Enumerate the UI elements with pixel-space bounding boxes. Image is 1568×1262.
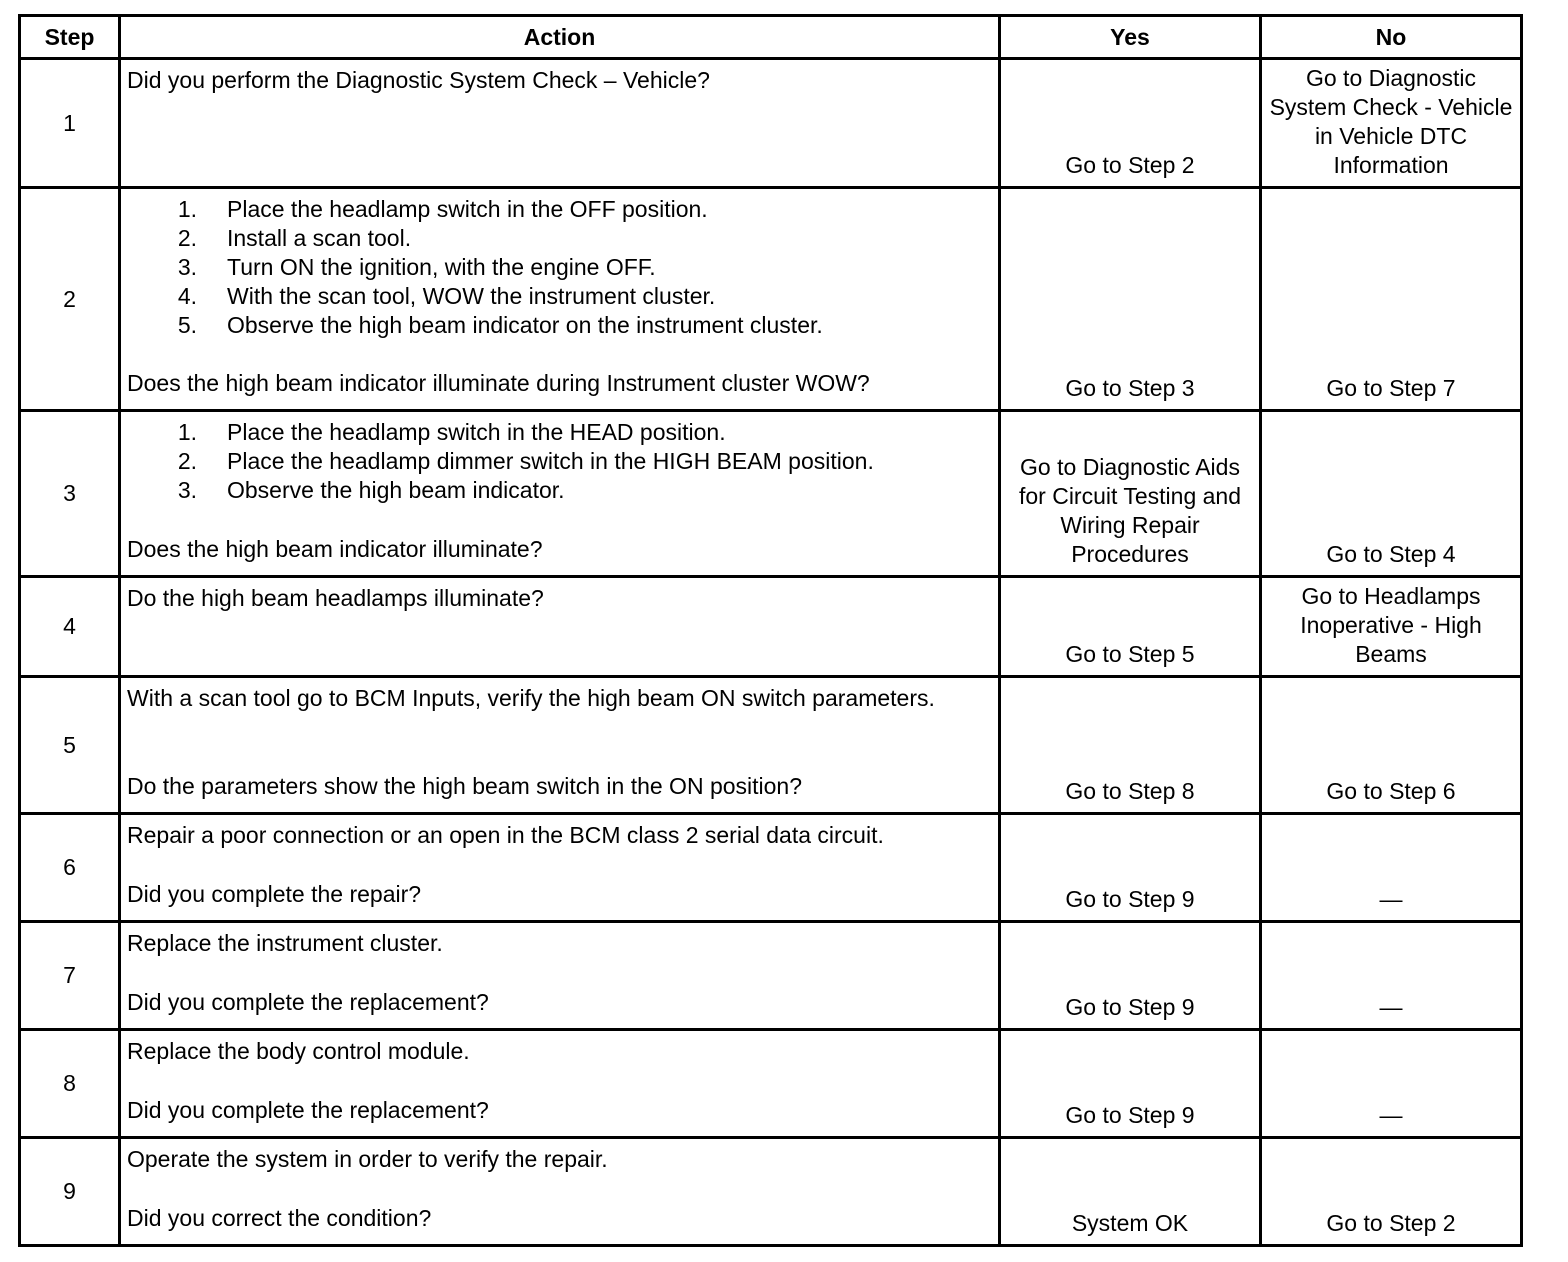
step-number: 2: [20, 188, 120, 411]
action-question: Does the high beam indicator illuminate?: [127, 536, 543, 562]
yes-result: Go to Step 3: [1000, 188, 1261, 411]
yes-result: Go to Step 8: [1000, 677, 1261, 814]
procedure-list: [127, 195, 992, 340]
no-result: Go to Step 6: [1261, 677, 1522, 814]
action-text: Repair a poor connection or an open in the BCM class 2 serial data circuit.: [127, 822, 884, 848]
action-cell: [120, 922, 1000, 1030]
action-cell: [120, 577, 1000, 677]
action-text: Do the high beam headlamps illuminate?: [127, 585, 544, 611]
step-number: 3: [20, 411, 120, 577]
table-row: [20, 411, 1522, 577]
no-result: Go to Headlamps Inoperative - High Beams: [1261, 577, 1522, 677]
no-result: Go to Step 2: [1261, 1138, 1522, 1246]
action-text: Replace the body control module.: [127, 1038, 470, 1064]
no-result: —: [1261, 814, 1522, 922]
diagnostic-table: [18, 14, 1523, 1247]
step-number: 9: [20, 1138, 120, 1246]
action-cell: [120, 188, 1000, 411]
procedure-item: 3. Observe the high beam indicator.: [177, 477, 565, 503]
action-question: Did you correct the condition?: [127, 1205, 432, 1231]
action-cell: [120, 814, 1000, 922]
step-number: 1: [20, 59, 120, 188]
no-result: Go to Diagnostic System Check - Vehicle in Vehicle DTC Information: [1261, 59, 1522, 188]
step-number: 5: [20, 677, 120, 814]
action-text: With a scan tool go to BCM Inputs, verify the high beam ON switch parameters.: [127, 685, 935, 711]
procedure-item: 4. With the scan tool, WOW the instrument cluster.: [177, 283, 716, 309]
header-yes: Yes: [1000, 16, 1261, 59]
action-cell: [120, 1138, 1000, 1246]
yes-result: Go to Step 9: [1000, 814, 1261, 922]
action-cell: [120, 59, 1000, 188]
yes-result: Go to Step 9: [1000, 1030, 1261, 1138]
table-row: [20, 814, 1522, 922]
table-row: [20, 59, 1522, 188]
action-text: Operate the system in order to verify the repair.: [127, 1146, 608, 1172]
action-text: Replace the instrument cluster.: [127, 930, 443, 956]
action-cell: [120, 411, 1000, 577]
procedure-item: 3. Turn ON the ignition, with the engine OFF.: [177, 254, 656, 280]
table-row: [20, 188, 1522, 411]
action-text: Did you perform the Diagnostic System Check – Vehicle?: [127, 67, 710, 93]
step-number: 6: [20, 814, 120, 922]
action-question: Did you complete the replacement?: [127, 1097, 489, 1123]
yes-result: System OK: [1000, 1138, 1261, 1246]
no-result: —: [1261, 922, 1522, 1030]
procedure-list: [127, 418, 992, 505]
step-number: 8: [20, 1030, 120, 1138]
action-cell: [120, 1030, 1000, 1138]
table-row: [20, 1030, 1522, 1138]
procedure-item: 1. Place the headlamp switch in the HEAD position.: [177, 419, 726, 445]
step-number: 7: [20, 922, 120, 1030]
yes-result: Go to Step 9: [1000, 922, 1261, 1030]
yes-result: Go to Step 2: [1000, 59, 1261, 188]
header-action: Action: [120, 16, 1000, 59]
action-question: Do the parameters show the high beam switch in the ON position?: [127, 773, 803, 799]
header-row: [20, 16, 1522, 59]
table-row: [20, 677, 1522, 814]
table-row: [20, 577, 1522, 677]
no-result: Go to Step 4: [1261, 411, 1522, 577]
yes-result: Go to Diagnostic Aids for Circuit Testing and Wiring Repair Procedures: [1000, 411, 1261, 577]
action-cell: [120, 677, 1000, 814]
no-result: —: [1261, 1030, 1522, 1138]
procedure-item: 2. Place the headlamp dimmer switch in the HIGH BEAM position.: [177, 448, 874, 474]
header-no: No: [1261, 16, 1522, 59]
action-question: Did you complete the repair?: [127, 881, 422, 907]
no-result: Go to Step 7: [1261, 188, 1522, 411]
step-number: 4: [20, 577, 120, 677]
action-question: Did you complete the replacement?: [127, 989, 489, 1015]
action-question: Does the high beam indicator illuminate during Instrument cluster WOW?: [127, 370, 870, 396]
yes-result: Go to Step 5: [1000, 577, 1261, 677]
procedure-item: 2. Install a scan tool.: [177, 225, 412, 251]
header-step: Step: [20, 16, 120, 59]
procedure-item: 1. Place the headlamp switch in the OFF position.: [177, 196, 708, 222]
table-row: [20, 1138, 1522, 1246]
procedure-item: 5. Observe the high beam indicator on the instrument cluster.: [177, 312, 823, 338]
table-row: [20, 922, 1522, 1030]
